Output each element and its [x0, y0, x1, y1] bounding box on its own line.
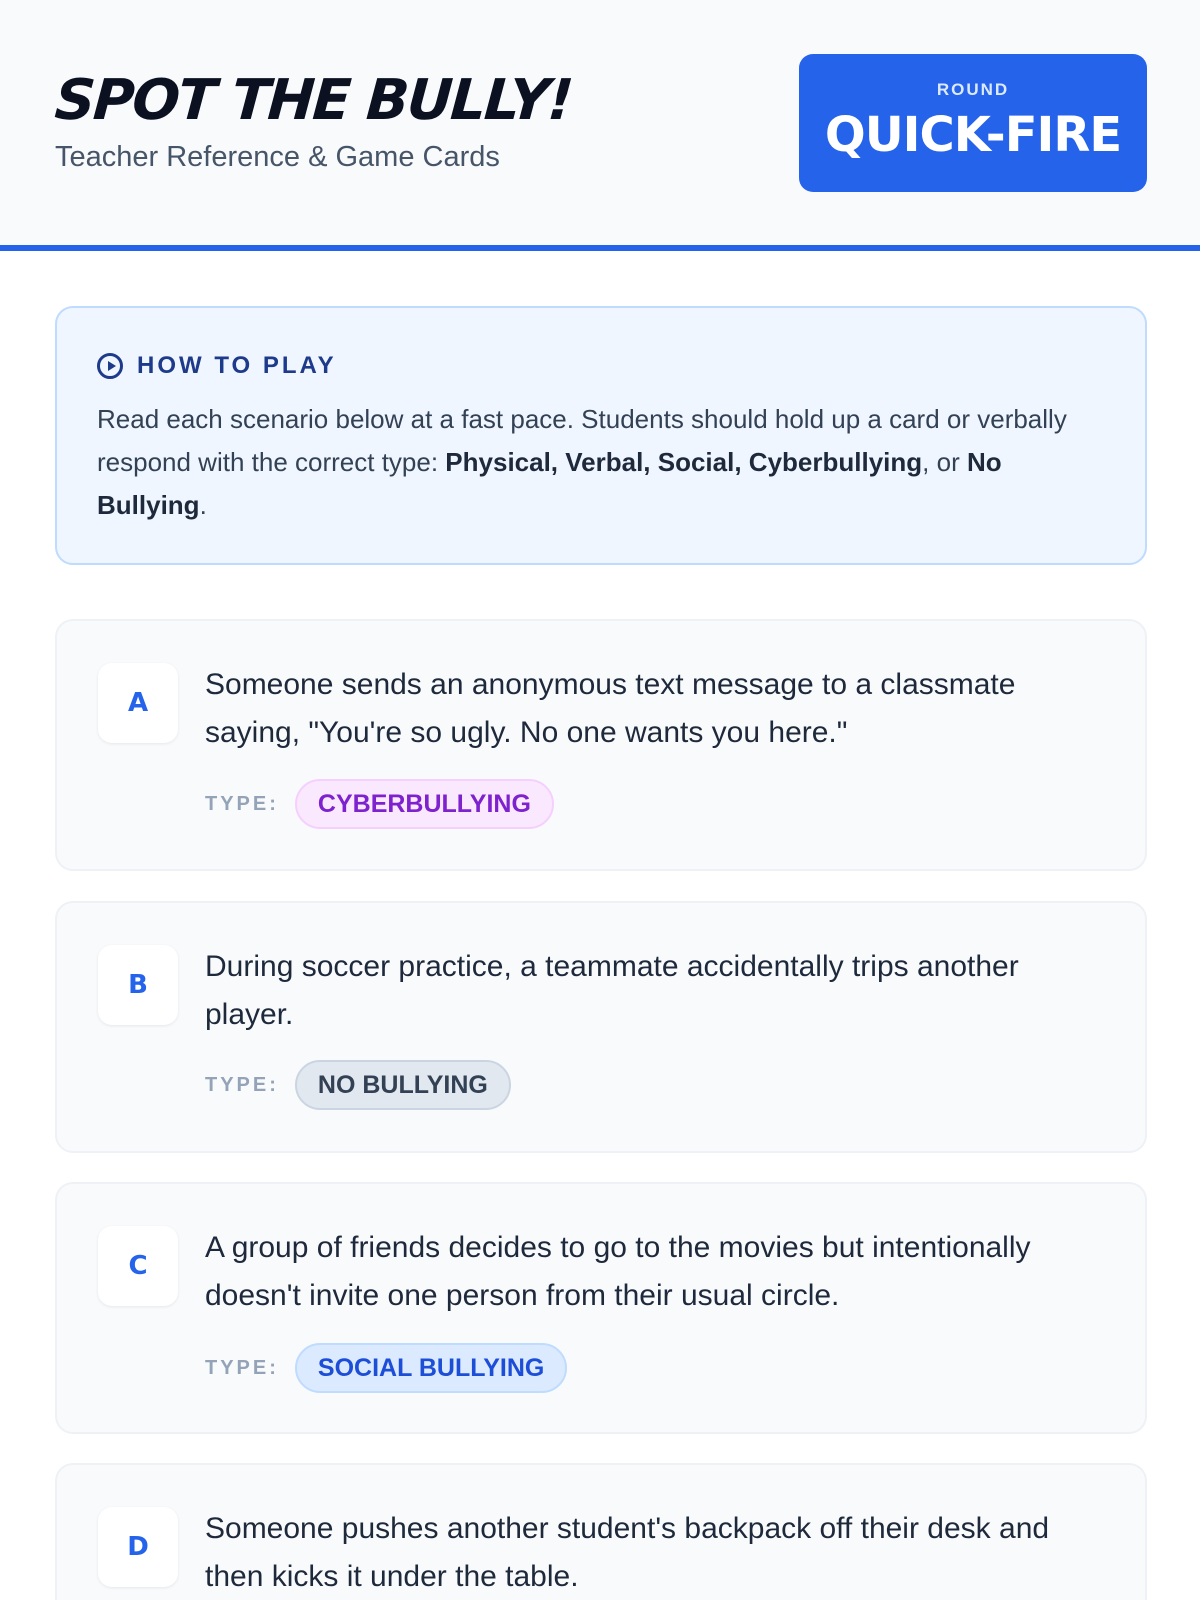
- type-row: [205, 1343, 567, 1393]
- card-letter: D: [98, 1507, 178, 1587]
- types-list: Physical, Verbal, Social, Cyberbullying: [445, 447, 923, 477]
- scenario-text: A group of friends decides to go to the movies but intentionally doesn't invite one person from their usual circle.: [205, 1231, 1031, 1312]
- instructions-end: .: [199, 490, 207, 520]
- scenario-card-c: [55, 1182, 1147, 1434]
- how-to-play-panel: [55, 306, 1147, 565]
- scenario-text: Someone sends an anonymous text message to a classmate saying, "You're so ugly. No one wants you here.": [205, 668, 1016, 749]
- card-letter: A: [98, 663, 178, 743]
- type-label: TYPE:: [205, 792, 279, 815]
- instructions-connector: , or: [922, 447, 967, 477]
- type-tag: SOCIAL BULLYING: [295, 1343, 567, 1393]
- play-circle-icon: [97, 353, 123, 379]
- type-tag: CYBERBULLYING: [295, 779, 554, 829]
- type-row: [205, 1060, 511, 1110]
- type-row: [205, 779, 554, 829]
- how-to-play-title: HOW TO PLAY: [137, 352, 337, 379]
- page-title: SPOT THE BULLY!: [52, 68, 574, 133]
- card-letter: C: [98, 1226, 178, 1306]
- no-bullying-term: No Bullying: [97, 447, 1002, 520]
- how-to-play-header: [97, 350, 337, 382]
- instructions-text: Read each scenario below at a fast pace. Students should hold up a card or verbally respond with the correct type:: [97, 404, 1067, 477]
- scenario-card-a: [55, 619, 1147, 871]
- page-header: [0, 0, 1200, 251]
- round-value: QUICK-FIRE: [824, 107, 1122, 163]
- how-to-play-text: [97, 398, 1107, 527]
- type-tag: NO BULLYING: [295, 1060, 511, 1110]
- scenario-card-b: [55, 901, 1147, 1153]
- scenario-text: Someone pushes another student's backpack off their desk and then kicks it under the table.: [205, 1512, 1050, 1593]
- card-letter: B: [98, 945, 178, 1025]
- type-label: TYPE:: [205, 1073, 279, 1096]
- type-label: TYPE:: [205, 1356, 279, 1379]
- scenario-card-d: [55, 1463, 1147, 1600]
- scenario-text: During soccer practice, a teammate accidentally trips another player.: [205, 950, 1019, 1031]
- page-subtitle: Teacher Reference & Game Cards: [55, 141, 500, 173]
- round-badge: [799, 54, 1147, 192]
- round-label: ROUND: [936, 80, 1010, 99]
